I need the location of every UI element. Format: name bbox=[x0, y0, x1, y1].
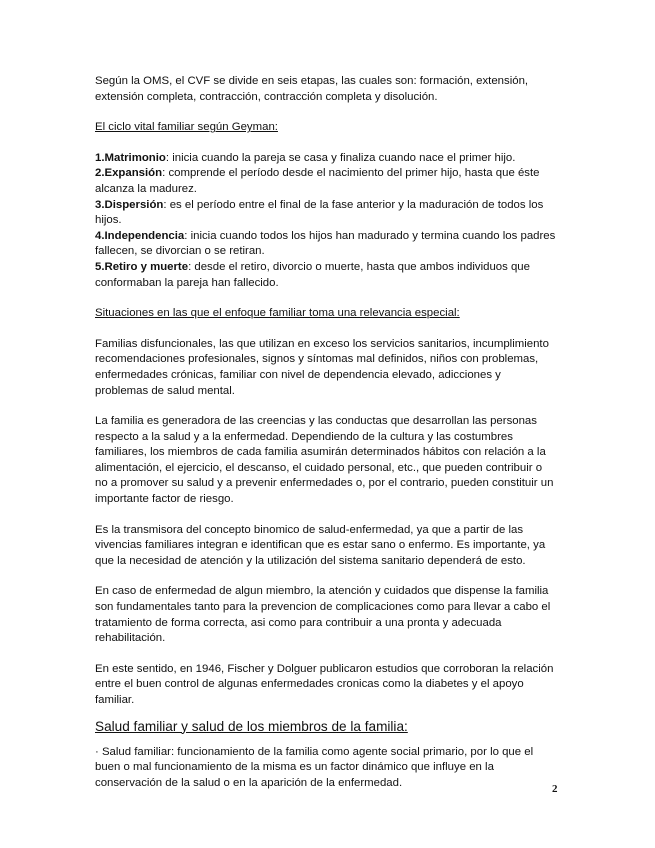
geyman-list bbox=[95, 151, 557, 291]
list-item bbox=[95, 151, 557, 167]
situaciones-heading: Situaciones en las que el enfoque familiar toma una relevancia especial: bbox=[95, 307, 460, 320]
list-item bbox=[95, 260, 557, 291]
body-paragraph: La familia es generadora de las creencias y las conductas que desarrollan las personas respecto a la salud y a la enfermedad. Dependiendo de la cultura y las costumbres familiares, los miembros de cada familia asumirán determinados hábitos con relación a la alimentación, el ejercicio, el descanso, el cuidado personal, etc., que pueden contribuir o no a promover su salud y a prevenir enfermedades o, por el contrario, pueden constituir un importante factor de riesgo. bbox=[95, 415, 554, 506]
body-paragraph: En caso de enfermedad de algun miembro, la atención y cuidados que dispense la familia son fundamentales tanto para la prevencion de complicaciones como para llevar a cabo el tratamiento de forma correcta, asi como para contribuir a una pronta y adecuada rehabilitación. bbox=[95, 585, 551, 645]
body-paragraph: En este sentido, en 1946, Fischer y Dolguer publicaron estudios que corroboran la relación entre el buen control de algunas enfermedades cronicas como la diabetes y el apoyo familiar. bbox=[95, 662, 554, 706]
list-item-desc: : inicia cuando la pareja se casa y finaliza cuando nace el primer hijo. bbox=[165, 151, 516, 164]
list-item bbox=[95, 198, 557, 229]
list-item-desc: : es el período entre el final de la fase anterior y la maduración de todos los hijos. bbox=[95, 198, 544, 227]
list-item-desc: : inicia cuando todos los hijos han madurado y termina cuando los padres fallecen, se divorcian o se retiran. bbox=[95, 229, 556, 258]
salud-familiar-paragraph: · Salud familiar: funcionamiento de la familia como agente social primario, por lo que el buen o mal funcionamiento de la misma es un factor dinámico que influye en la conservación de la salud o en la aparición de la enfermedad. bbox=[95, 745, 534, 789]
page-number: 2 bbox=[552, 783, 558, 795]
list-item bbox=[95, 166, 557, 197]
intro-paragraph: Según la OMS, el CVF se divide en seis etapas, las cuales son: formación, extensión, extensión completa, contracción, contracción completa y disolución. bbox=[95, 75, 529, 103]
list-item-term: 3.Dispersión bbox=[95, 198, 164, 211]
salud-familiar-heading: Salud familiar y salud de los miembros de la familia: bbox=[95, 718, 408, 734]
body-paragraph: Es la transmisora del concepto binomico de salud-enfermedad, ya que a partir de las vivencias familiares integran e identifican que es estar sano o enfermo. Es importante, ya que la necesidad de atención y la utilización del sistema sanitario dependerá de esto. bbox=[95, 523, 546, 567]
body-paragraph: Familias disfuncionales, las que utilizan en exceso los servicios sanitarios, incumplimiento recomendaciones profesionales, signos y síntomas mal definidos, niños con problemas, enfermedades crónicas, familiar con nivel de dependencia elevado, adicciones y problemas de salud mental. bbox=[95, 337, 549, 397]
geyman-heading: El ciclo vital familiar según Geyman: bbox=[95, 121, 278, 134]
list-item-desc: : desde el retiro, divorcio o muerte, hasta que ambos individuos que conformaban la pareja han fallecido. bbox=[95, 260, 530, 289]
list-item-term: 5.Retiro y muerte bbox=[95, 260, 189, 273]
list-item-desc: : comprende el período desde el nacimiento del primer hijo, hasta que éste alcanza la madurez. bbox=[95, 167, 540, 195]
list-item bbox=[95, 229, 557, 260]
list-item-term: 4.Independencia bbox=[95, 229, 185, 242]
list-item-term: 2.Expansión bbox=[95, 167, 163, 180]
list-item-term: 1.Matrimonio bbox=[95, 151, 166, 164]
document-page bbox=[95, 74, 557, 791]
